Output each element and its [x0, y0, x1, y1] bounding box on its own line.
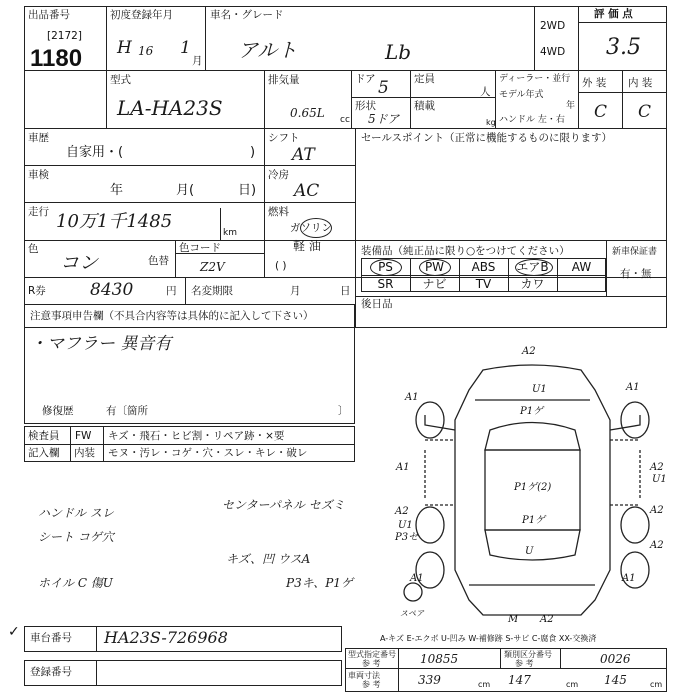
inspection-day-unit: 日) [238, 183, 257, 198]
warranty-label: 新車保証書 [612, 247, 658, 257]
equipment-abs: ABS [471, 260, 496, 274]
repair-history-value: 有〔箇所 [106, 405, 148, 417]
inspection-month-unit: 月( [176, 183, 195, 198]
equipment-tv: TV [475, 277, 492, 291]
color-code-value: Z2V [200, 260, 225, 274]
doors-label: ドア [355, 73, 376, 85]
diagram-mark-right-quarter-a2: A2 [650, 540, 664, 551]
diagram-mark-roof: P1ゲ(2) [514, 482, 552, 493]
score-label: 評 価 点 [594, 8, 633, 20]
interior-grade: C [638, 102, 652, 122]
size-width: 147 [508, 673, 531, 687]
mileage-value: 10万1千1485 [56, 211, 173, 232]
size-label: 車両寸法 [348, 671, 380, 680]
capacity-label: 定員 [414, 73, 435, 85]
lot-number: 1180 [30, 45, 83, 72]
diagram-mark-right-rear-a2: A2 [650, 505, 664, 516]
diagram-mark-left-front-a1: A1 [405, 392, 419, 403]
displacement-label: 排気量 [268, 74, 300, 86]
diagram-mark-right-door-u1: U1 [652, 474, 667, 485]
notes-label: 注意事項申告欄（不具合内容等は具体的に記入して下さい） [30, 310, 314, 322]
sales-point-label: セールスポイント（正常に機能するものに限ります） [361, 132, 613, 144]
first-registration-month-unit: 月 [192, 55, 203, 67]
model-year-label: モデル年式 [499, 90, 544, 100]
diagram-mark-rear-m: M [508, 614, 519, 625]
displacement-unit: cc [340, 115, 350, 125]
history-label: 車歴 [28, 132, 49, 144]
shift-label: シフト [268, 132, 300, 144]
ac-value: AC [294, 181, 320, 201]
shape-label: 形状 [355, 100, 376, 112]
score-value: 3.5 [606, 35, 641, 60]
handnote-paint: P3キ、P1ゲ [286, 576, 353, 590]
equipment-aw: AW [571, 260, 592, 274]
size-ref: 参 考 [362, 680, 381, 689]
equipment-sr: SR [377, 277, 394, 291]
equipment-navi: ナビ [422, 277, 447, 291]
model-year-unit: 年 [566, 101, 576, 111]
inspection-year-unit: 年 [110, 183, 124, 198]
recycle-value: 8430 [90, 280, 134, 300]
exterior-grade: C [594, 102, 608, 122]
diagram-mark-rear-a2: A2 [540, 614, 554, 625]
handnote-wheel: ホイル C 傷U [38, 576, 113, 590]
recycle-label: R券 [28, 285, 46, 297]
warranty-value: 有・無 [620, 268, 652, 280]
equipment-pw-circle [419, 259, 451, 276]
equipment-airbag-circle [515, 259, 553, 276]
shift-value: AT [292, 145, 315, 165]
drive-2wd-label: 2WD [540, 20, 566, 32]
chassis-check-mark: ✓ [8, 624, 20, 640]
handnote-seat: シート コゲ穴 [38, 530, 114, 544]
diagram-mark-left-rear-p3se: P3セ [395, 532, 419, 543]
displacement-value: 0.65L [290, 106, 325, 120]
class-number-value: 0026 [600, 652, 631, 666]
handle-label: ハンドル 左・右 [499, 115, 565, 125]
model-label: 型式 [110, 74, 131, 86]
shape-value: 5ドア [368, 112, 400, 126]
lot-code: [2172] [47, 30, 82, 42]
name-grade-label: 車名・グレード [210, 9, 284, 21]
type-number-label: 型式指定番号 [348, 650, 396, 659]
mileage-label: 走行 [28, 206, 49, 218]
diagram-mark-left-rear-u1: U1 [398, 520, 413, 531]
first-registration-era: H [117, 38, 132, 58]
equipment-airbag: エアB [516, 260, 549, 274]
size-length: 339 [418, 673, 441, 687]
color-code-label: 色コード [179, 242, 221, 254]
mileage-unit: km [223, 228, 237, 238]
size-height-unit: cm [650, 680, 663, 689]
dealer-label: ディーラー・並行 [499, 74, 571, 84]
diagram-mark-left-rear-a1: A1 [410, 573, 424, 584]
fuel-gasoline-circle [300, 218, 332, 238]
inspector-entry-label: 記入欄 [28, 447, 60, 459]
inspector-interior-items: モヌ・汚レ・コゲ・穴・スレ・キレ・破レ [108, 447, 308, 459]
handnote-steering: ハンドル スレ [38, 506, 114, 520]
history-value: 自家用・( [66, 145, 124, 160]
handnote-scratch: キズ、凹 ウスA [226, 552, 311, 566]
fuel-label: 燃料 [268, 206, 289, 218]
handnote-center-panel: センターパネル セズミ [222, 498, 345, 512]
inspector-exterior-tag: FW [75, 430, 92, 442]
size-height: 145 [604, 673, 627, 687]
notes-item: ・マフラー 異音有 [30, 334, 172, 354]
first-registration-month: 1 [180, 38, 191, 58]
inspection-label: 車検 [28, 169, 49, 181]
diagram-mark-front-a2: A2 [522, 346, 536, 357]
inspector-label: 検査員 [28, 430, 60, 442]
diagram-spare-label: スペア [400, 609, 424, 618]
chassis-value: HA23S-726968 [104, 628, 228, 647]
diagram-mark-hood-u1: U1 [532, 384, 547, 395]
first-registration-label: 初度登録年月 [110, 9, 173, 21]
diagram-legend: A-キズ E-エクボ U-凹み W-補修跡 S-サビ C-腐食 XX-交換済 [380, 634, 597, 643]
registration-label: 登録番号 [30, 666, 72, 678]
chassis-label: 車台番号 [30, 632, 72, 644]
model-value: LA-HA23S [117, 96, 223, 120]
diagram-mark-roof-p1ge2: A2 [395, 506, 409, 517]
repair-history-label: 修復歴 [42, 405, 74, 417]
ac-label: 冷房 [268, 169, 289, 181]
name-change-day: 日 [340, 285, 351, 297]
aftermarket-label: 後日品 [361, 298, 393, 310]
color-label: 色 [28, 243, 39, 255]
fuel-gasoline: ガソリン [290, 222, 332, 234]
car-name: アルト [238, 38, 298, 62]
fuel-diesel: 軽 油 [293, 239, 321, 253]
equipment-ps-circle [370, 259, 402, 276]
diagram-mark-right-front-a1: A1 [626, 382, 640, 393]
lot-number-label: 出品番号 [28, 9, 70, 21]
diagram-mark-rear-u: U [525, 546, 534, 557]
type-number-value: 10855 [420, 652, 459, 666]
color-value: コン [60, 252, 99, 274]
capacity-unit: 人 [480, 86, 491, 98]
load-unit: kg [486, 118, 496, 127]
interior-label: 内 装 [628, 77, 653, 89]
exterior-label: 外 装 [582, 77, 607, 89]
drive-4wd-label: 4WD [540, 46, 566, 58]
equipment-ps: PS [378, 260, 393, 274]
diagram-mark-right-rear-a1: A1 [622, 573, 636, 584]
equipment-pw: PW [424, 260, 445, 274]
doors-value: 5 [378, 78, 389, 98]
load-label: 積載 [414, 100, 435, 112]
mileage-unit-box [220, 208, 241, 240]
size-length-unit: cm [478, 680, 491, 689]
class-number-ref: 参 考 [515, 659, 534, 668]
diagram-mark-trunk-p1ge: P1ゲ [522, 515, 546, 526]
name-change-month: 月 [290, 285, 301, 297]
color-change-label: 色替 [148, 255, 169, 267]
name-change-label: 名変期限 [191, 285, 233, 297]
equipment-leather: カワ [520, 277, 545, 291]
inspector-interior-tag: 内装 [74, 447, 95, 459]
car-grade: Lb [385, 40, 412, 64]
diagram-mark-hood-p1ge: P1ゲ [520, 406, 544, 417]
first-registration-year: 16 [138, 44, 154, 58]
diagram-mark-right-door-a2: A2 [650, 462, 664, 473]
history-close: ) [250, 145, 256, 160]
type-number-ref: 参 考 [362, 659, 381, 668]
inspector-exterior-items: キズ・飛石・ヒビ割・リペア跡・×要 [108, 430, 285, 442]
recycle-unit: 円 [166, 285, 177, 297]
repair-history-close: 〕 [338, 405, 349, 417]
size-width-unit: cm [566, 680, 579, 689]
fuel-other: ( ) [275, 260, 287, 272]
diagram-mark-left-door-a1: A1 [396, 462, 410, 473]
class-number-label: 類別区分番号 [504, 650, 552, 659]
equipment-label: 装備品（純正品に限り○をつけてください） [361, 245, 570, 257]
